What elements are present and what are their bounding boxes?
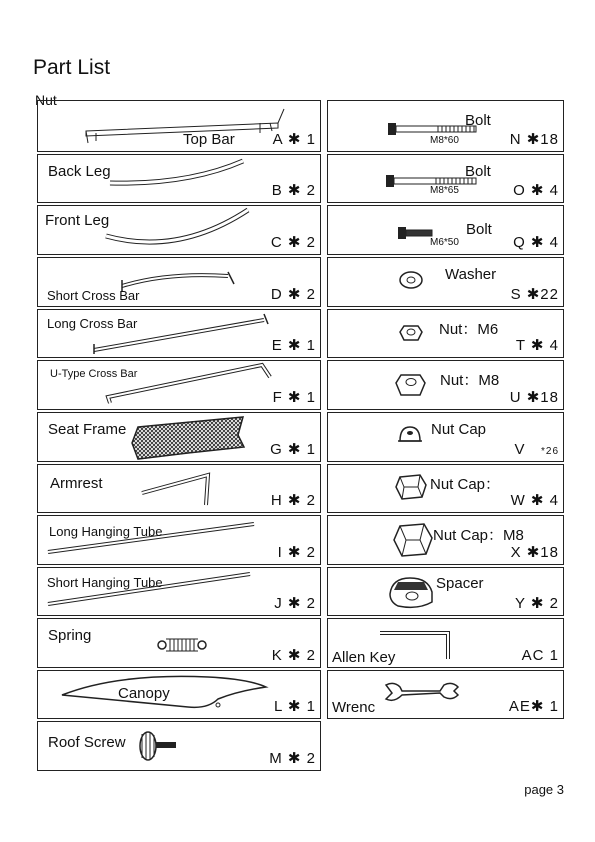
part-spec: M8*60 (430, 135, 459, 146)
part-name: Allen Key (332, 649, 396, 666)
part-code: K ✱ 2 (271, 647, 316, 664)
part-code: V *26 (514, 441, 559, 458)
part-cell-nut-cap-v (327, 412, 564, 462)
part-name: Canopy (118, 685, 170, 702)
part-name: Top Bar (183, 131, 235, 148)
part-name: Long Cross Bar (47, 316, 138, 331)
part-cell-long-hanging-tube (37, 515, 321, 565)
part-code: T ✱ 4 (515, 337, 559, 354)
part-cell-back-leg (37, 154, 321, 203)
part-cell-nut-cap-w (327, 464, 564, 513)
part-name: Short Hanging Tube (47, 575, 163, 590)
part-cell-bolt-n (327, 100, 564, 152)
part-name: Bolt (465, 163, 491, 180)
part-cell-top-bar (37, 100, 321, 152)
part-name: Nut Cap (431, 421, 487, 438)
part-code: M ✱ 2 (269, 750, 316, 767)
part-cell-bolt-o (327, 154, 564, 203)
part-code: B ✱ 2 (271, 182, 316, 199)
part-name: Nut Cap： (430, 476, 501, 493)
part-name: Wrenc (332, 699, 376, 716)
part-spec: M8*65 (430, 185, 459, 196)
part-cell-canopy (37, 670, 321, 719)
part-name: Roof Screw (48, 734, 126, 751)
part-cell-washer (327, 257, 564, 307)
part-name: Nut Cap：M8 (433, 527, 524, 544)
part-name: Short Cross Bar (47, 288, 140, 303)
part-name: Nut：M6 (439, 321, 499, 338)
part-name: Front Leg (45, 212, 110, 229)
part-cell-u-type-cross-bar (37, 360, 321, 410)
part-spec: M6*50 (430, 237, 459, 248)
part-cell-spring (37, 618, 321, 668)
part-cell-wrench (327, 670, 564, 719)
part-name: Spacer (436, 575, 484, 592)
part-code: D ✱ 2 (270, 286, 316, 303)
part-code: O ✱ 4 (513, 182, 559, 199)
part-code: A ✱ 1 (272, 131, 316, 148)
part-code: C ✱ 2 (270, 234, 316, 251)
part-name: Bolt (466, 221, 492, 238)
part-name: Back Leg (48, 163, 111, 180)
part-code: N ✱18 (509, 131, 559, 148)
part-cell-nut-cap-x (327, 515, 564, 565)
part-cell-bolt-q (327, 205, 564, 255)
part-name: Spring (48, 627, 92, 644)
part-code: S ✱22 (510, 286, 559, 303)
page-title: Part List (33, 56, 111, 79)
part-code: AC 1 (521, 647, 559, 664)
part-cell-long-cross-bar (37, 309, 321, 358)
part-name: Seat Frame (48, 421, 127, 438)
part-code: E ✱ 1 (271, 337, 316, 354)
part-cell-short-hanging-tube (37, 567, 321, 616)
part-cell-roof-screw (37, 721, 321, 771)
part-code: H ✱ 2 (270, 492, 316, 509)
part-cell-spacer (327, 567, 564, 616)
part-name: U-Type Cross Bar (50, 368, 138, 380)
part-code: W ✱ 4 (510, 492, 559, 509)
part-cell-nut-m8 (327, 360, 564, 410)
part-name: Washer (445, 266, 497, 283)
part-code-extra: *26 (540, 446, 559, 457)
part-cell-seat-frame (37, 412, 321, 462)
page-number: page 3 (524, 782, 564, 797)
part-cell-front-leg (37, 205, 321, 255)
part-cell-short-cross-bar (37, 257, 321, 307)
part-code: G ✱ 1 (270, 441, 316, 458)
part-code: L ✱ 1 (273, 698, 316, 715)
part-cell-armrest (37, 464, 321, 513)
part-name: Bolt (465, 112, 491, 129)
part-cell-allen-key (327, 618, 564, 668)
part-cell-nut-m6 (327, 309, 564, 358)
part-name: Nut：M8 (440, 372, 500, 389)
part-code: I ✱ 2 (277, 544, 316, 561)
part-code: U ✱18 (509, 389, 559, 406)
part-code: AE✱ 1 (508, 698, 559, 715)
part-code: X ✱18 (510, 544, 559, 561)
part-code: Y ✱ 2 (515, 595, 559, 612)
part-code: J ✱ 2 (274, 595, 316, 612)
part-code: F ✱ 1 (272, 389, 316, 406)
part-name: Long Hanging Tube (49, 524, 163, 539)
overlap-label: Nut (35, 92, 57, 108)
part-code: Q ✱ 4 (513, 234, 559, 251)
part-name: Armrest (50, 475, 103, 492)
